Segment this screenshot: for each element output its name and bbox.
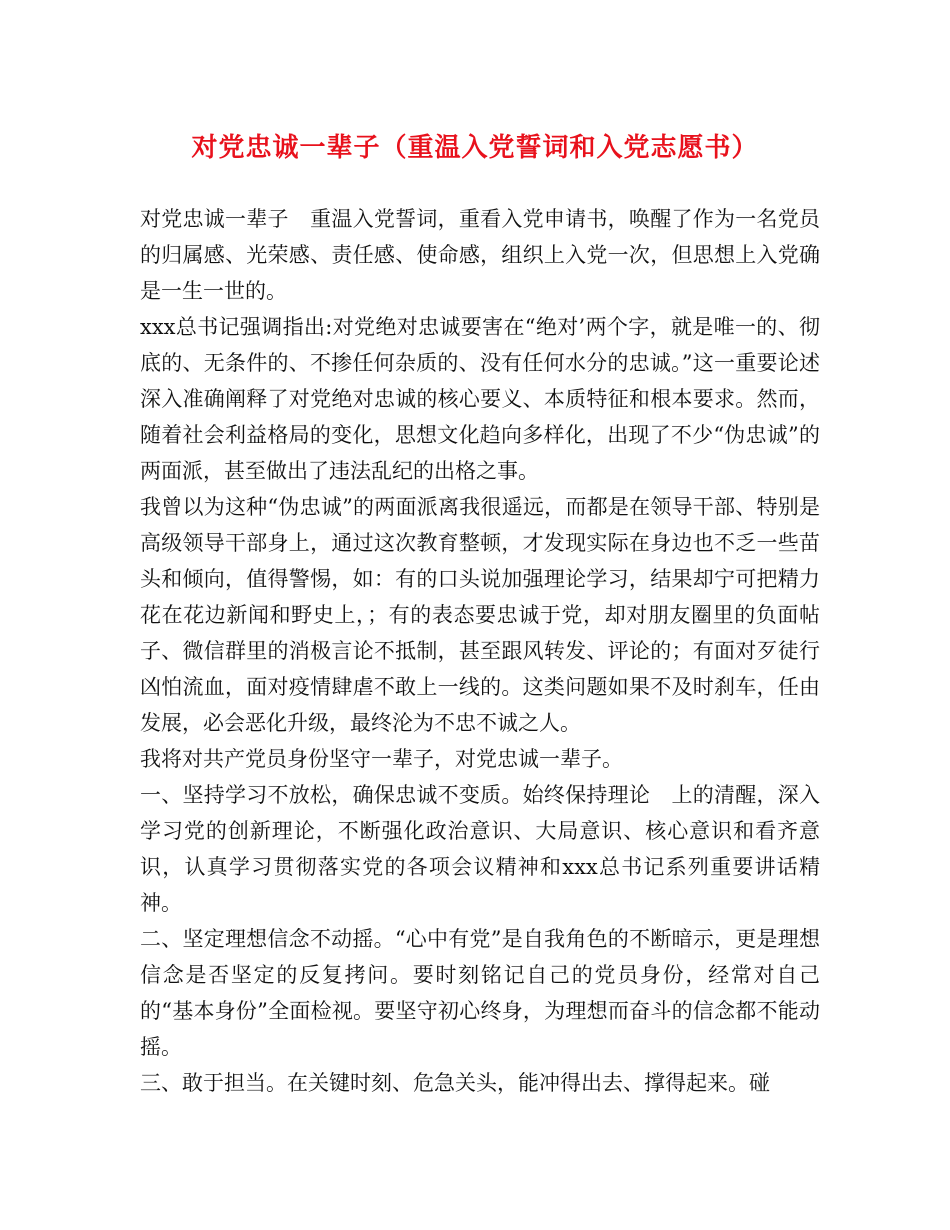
document-title: 对党忠诚一辈子（重温入党誓词和入党志愿书） [191, 133, 759, 163]
paragraph-point-one: 一、坚持学习不放松，确保忠诚不变质。始终保持理论 上的清醒，深入学习党的创新理论，不断强化政治意识、大局意识、核心意识和看齐意识，认真学习贯彻落实党的各项会议精神和xxx总书记系列重要讲话精神。 [140, 783, 820, 915]
paragraph-quote: xxx总书记强调指出:对党绝对忠诚要害在“绝对’两个字，就是唯一的、彻底的、无条件的、不掺任何杂质的、没有任何水分的忠诚。”这一重要论述深入准确阐释了对党绝对忠诚的核心要义、本质特征和根本要求。然而，随着社会利益格局的变化，思想文化趋向多样化，出现了不少“伪忠诚”的两面派，甚至做出了违法乱纪的出格之事。 [140, 315, 820, 483]
paragraph-intro: 对党忠诚一辈子 重温入党誓词，重看入党申请书，唤醒了作为一名党员的归属感、光荣感、责任感、使命感，组织上入党一次，但思想上入党确是一生一世的。 [140, 207, 820, 303]
paragraph-point-three: 三、敢于担当。在关键时刻、危急关头，能冲得出去、撑得起来。碰 [140, 1071, 770, 1095]
document-body [140, 201, 820, 1101]
paragraph-pledge: 我将对共产党员身份坚守一辈子，对党忠诚一辈子。 [140, 747, 623, 771]
paragraph-point-two: 二、坚定理想信念不动摇。“心中有党”是自我角色的不断暗示，更是理想信念是否坚定的反复拷问。要时刻铭记自己的党员身份，经常对自己的“基本身份”全面检视。要坚守初心终身，为理想而奋斗的信念都不能动摇。 [140, 927, 820, 1059]
paragraph-reflection: 我曾以为这种“伪忠诚”的两面派离我很遥远，而都是在领导干部、特别是高级领导干部身上，通过这次教育整顿，才发现实际在身边也不乏一些苗头和倾向，值得警惕，如：有的口头说加强理论学习，结果却宁可把精力花在花边新闻和野史上，；有的表态要忠诚于党，却对朋友圈里的负面帖子、微信群里的消极言论不抵制，甚至跟风转发、评论的；有面对歹徒行凶怕流血，面对疫情肆虐不敢上一线的。这类问题如果不及时刹车，任由发展，必会恶化升级，最终沦为不忠不诚之人。 [140, 495, 820, 735]
